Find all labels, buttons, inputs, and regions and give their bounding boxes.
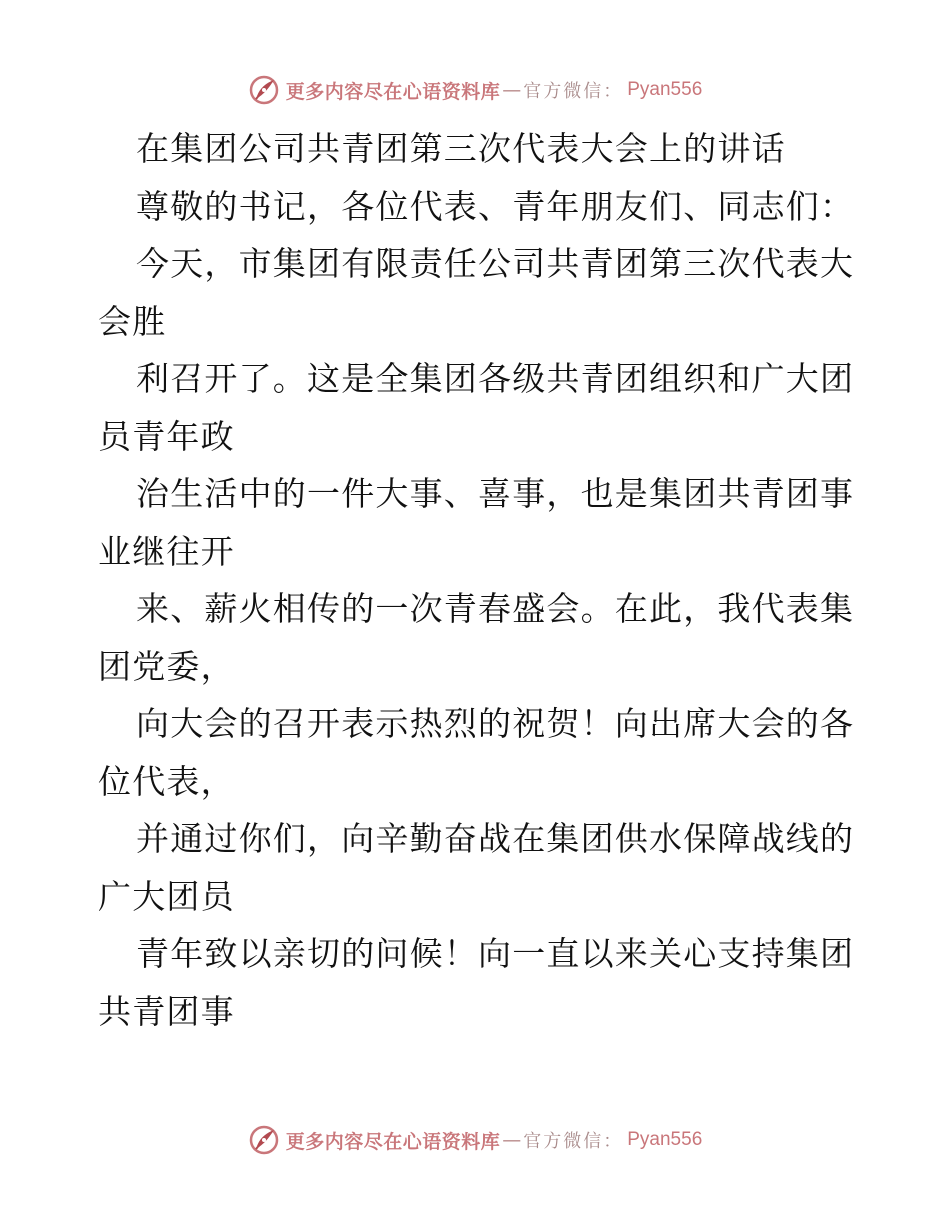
- footer-banner: [0, 1120, 950, 1160]
- text-line: 向大会的召开表示热烈的祝贺！向出席大会的各: [136, 704, 855, 743]
- text-line: 治生活中的一件大事、喜事，也是集团共青团事: [136, 474, 855, 513]
- text-line: 利召开了。这是全集团各级共青团组织和广大团: [136, 359, 855, 398]
- text-line: 共青团事: [98, 991, 235, 1031]
- text-line: 青年致以亲切的问候！向一直以来关心支持集团: [136, 934, 855, 973]
- footer-separator: —: [502, 1129, 522, 1151]
- text-line: 业继往开: [98, 531, 235, 571]
- text-line: 今天，市集团有限责任公司共青团第三次代表大: [136, 244, 855, 283]
- text-line: 广大团员: [98, 876, 235, 916]
- text-line: 会胜: [98, 301, 167, 341]
- text-line: 员青年政: [98, 416, 235, 456]
- header-banner: [0, 70, 950, 110]
- document-body: [98, 120, 858, 1040]
- header-brand-text: 更多内容尽在心语资料库: [285, 80, 501, 103]
- footer-wechat-label: 官方微信：: [523, 1131, 624, 1152]
- text-line: 尊敬的书记，各位代表、青年朋友们、同志们：: [136, 186, 855, 226]
- header-wechat-id: Pyan556: [627, 79, 703, 100]
- text-line: 位代表，: [98, 761, 235, 801]
- header-separator: —: [502, 79, 522, 101]
- text-line: 团党委，: [98, 646, 235, 686]
- text-line: 并通过你们，向辛勤奋战在集团供水保障战线的: [136, 819, 855, 858]
- footer-wechat-id: Pyan556: [627, 1129, 703, 1150]
- text-line: 在集团公司共青团第三次代表大会上的讲话: [136, 129, 786, 168]
- quill-logo-icon: [248, 74, 280, 106]
- text-line: 来、薪火相传的一次青春盛会。在此，我代表集: [136, 589, 855, 628]
- header-wechat-label: 官方微信：: [523, 81, 624, 102]
- quill-logo-icon: [248, 1124, 280, 1156]
- footer-brand-text: 更多内容尽在心语资料库: [285, 1130, 501, 1153]
